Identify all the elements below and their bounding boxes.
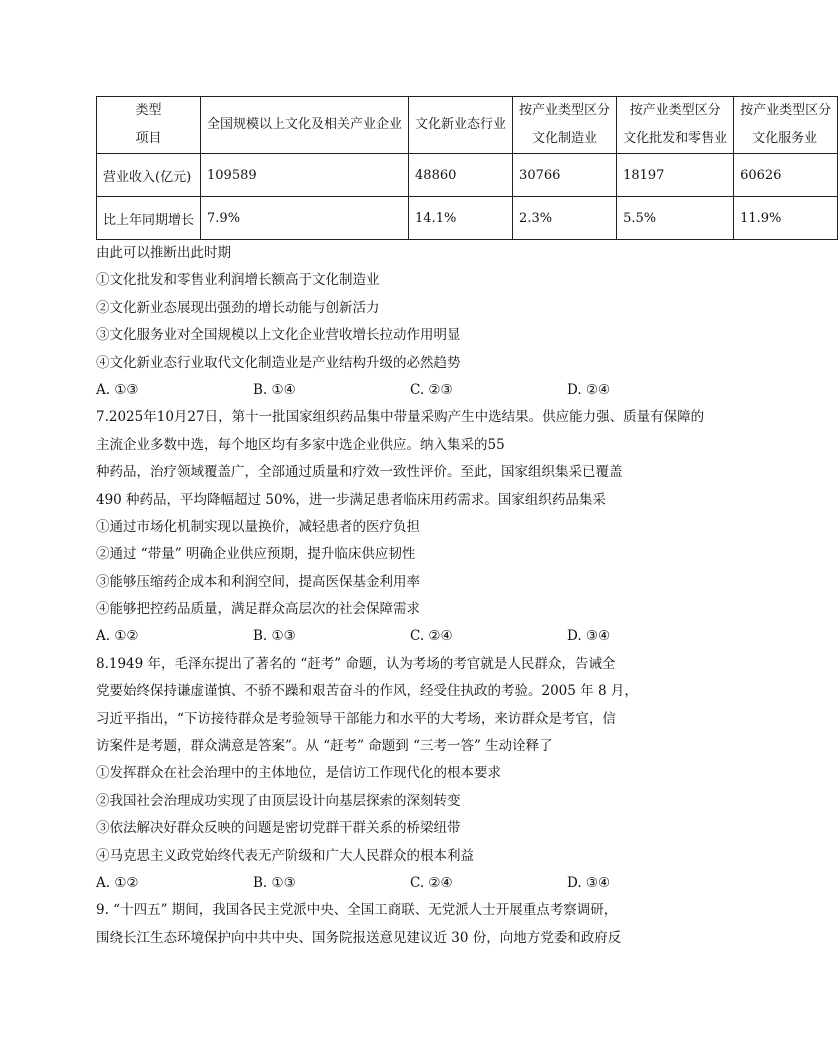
header-cell-new-format: 文化新业态行业: [409, 97, 513, 154]
q7-stem-line: 7.2025年10月27日，第十一批国家组织药品集中带量采购产生中选结果。供应能力强、质量有保障的: [96, 409, 705, 426]
q7-stem-line: 主流企业多数中选，每个地区均有多家中选企业供应。纳入集采的55: [96, 436, 505, 453]
q6-item-1: ①文化批发和零售业利润增长额高于文化制造业: [96, 272, 380, 289]
q8-option-c: C. ②④: [410, 874, 453, 891]
q7-item-4: ④能够把控药品质量，满足群众高层次的社会保障需求: [96, 601, 420, 618]
table-cell: 营业收入(亿元): [97, 154, 201, 197]
q8-option-a: A. ①②: [96, 874, 139, 891]
q8-stem-line: 党要始终保持谦虚谨慎、不骄不躁和艰苦奋斗的作风，经受住执政的考验。2005 年 8 月，: [96, 683, 638, 700]
questions-text: [96, 240, 796, 952]
q6-options: [96, 377, 796, 404]
table-cell: 5.5%: [617, 197, 734, 240]
table-cell: 14.1%: [409, 197, 513, 240]
table-cell: 2.3%: [513, 197, 617, 240]
q7-option-a: A. ①②: [96, 628, 139, 645]
q8-item-2: ②我国社会治理成功实现了由顶层设计向基层探索的深刻转变: [96, 792, 461, 809]
table-cell: 18197: [617, 154, 734, 197]
table-cell: 11.9%: [734, 197, 838, 240]
table-cell: 60626: [734, 154, 838, 197]
q6-option-c: C. ②③: [410, 381, 453, 398]
table-row: [97, 197, 838, 240]
q8-option-b: B. ①③: [253, 874, 296, 891]
q6-option-a: A. ①③: [96, 381, 139, 398]
table-row: [97, 154, 838, 197]
q7-option-b: B. ①③: [253, 628, 296, 645]
q6-item-4: ④文化新业态行业取代文化制造业是产业结构升级的必然趋势: [96, 354, 461, 371]
q7-options: [96, 623, 796, 650]
q6-item-2: ②文化新业态展现出强劲的增长动能与创新活力: [96, 299, 380, 316]
q9-stem-line: 9. “十四五” 期间，我国各民主党派中央、全国工商联、无党派人士开展重点考察调研，: [96, 902, 618, 919]
q8-options: [96, 870, 796, 897]
q6-option-b: B. ①④: [253, 381, 296, 398]
q9-stem-line: 围绕长江生态环境保护向中共中央、国务院报送意见建议近 30 份，向地方党委和政府反: [96, 929, 622, 946]
table-cell: 30766: [513, 154, 617, 197]
table-cell: 48860: [409, 154, 513, 197]
q8-item-3: ③依法解决好群众反映的问题是密切党群干群关系的桥梁纽带: [96, 820, 461, 837]
header-cell-all-enterprises: 全国规模以上文化及相关产业企业: [201, 97, 409, 154]
q7-item-2: ②通过 “带量” 明确企业供应预期，提升临床供应韧性: [96, 546, 416, 563]
q7-option-c: C. ②④: [410, 628, 453, 645]
header-cell-type-item: 类型 项目: [97, 97, 201, 154]
header-cell-wholesale-retail: 按产业类型区分 文化批发和零售业: [617, 97, 734, 154]
q7-option-d: D. ③④: [567, 628, 611, 645]
industry-stats-table: [96, 96, 838, 240]
q8-stem-line: 习近平指出，“下访接待群众是考验领导干部能力和水平的大考场，来访群众是考官，信: [96, 710, 616, 727]
q6-option-d: D. ②④: [567, 381, 611, 398]
q7-stem-line: 种药品，治疗领域覆盖广，全部通过质量和疗效一致性评价。至此，国家组织集采已覆盖: [96, 464, 623, 481]
q8-stem-line: 8.1949 年，毛泽东提出了著名的 “赶考” 命题，认为考场的考官就是人民群众，告诫全: [96, 655, 616, 672]
table-header-row: [97, 97, 838, 154]
q7-item-3: ③能够压缩药企成本和利润空间，提高医保基金利用率: [96, 573, 420, 590]
q6-stem: 由此可以推断出此时期: [96, 245, 231, 261]
table-cell: 109589: [201, 154, 409, 197]
q7-stem-line: 490 种药品，平均降幅超过 50%，进一步满足患者临床用药需求。国家组织药品集采: [96, 491, 606, 508]
header-cell-services: 按产业类型区分 文化服务业: [734, 97, 838, 154]
q8-item-1: ①发挥群众在社会治理中的主体地位，是信访工作现代化的根本要求: [96, 765, 501, 782]
q8-option-d: D. ③④: [567, 874, 611, 891]
table-cell: 比上年同期增长: [97, 197, 201, 240]
q8-item-4: ④马克思主义政党始终代表无产阶级和广大人民群众的根本利益: [96, 847, 474, 864]
q6-item-3: ③文化服务业对全国规模以上文化企业营收增长拉动作用明显: [96, 327, 461, 344]
q7-item-1: ①通过市场化机制实现以量换价，减轻患者的医疗负担: [96, 518, 420, 535]
header-cell-manufacturing: 按产业类型区分 文化制造业: [513, 97, 617, 154]
q8-stem-line: 访案件是考题，群众满意是答案”。从 “赶考” 命题到 “三考一答” 生动诠释了: [96, 738, 553, 755]
table-cell: 7.9%: [201, 197, 409, 240]
